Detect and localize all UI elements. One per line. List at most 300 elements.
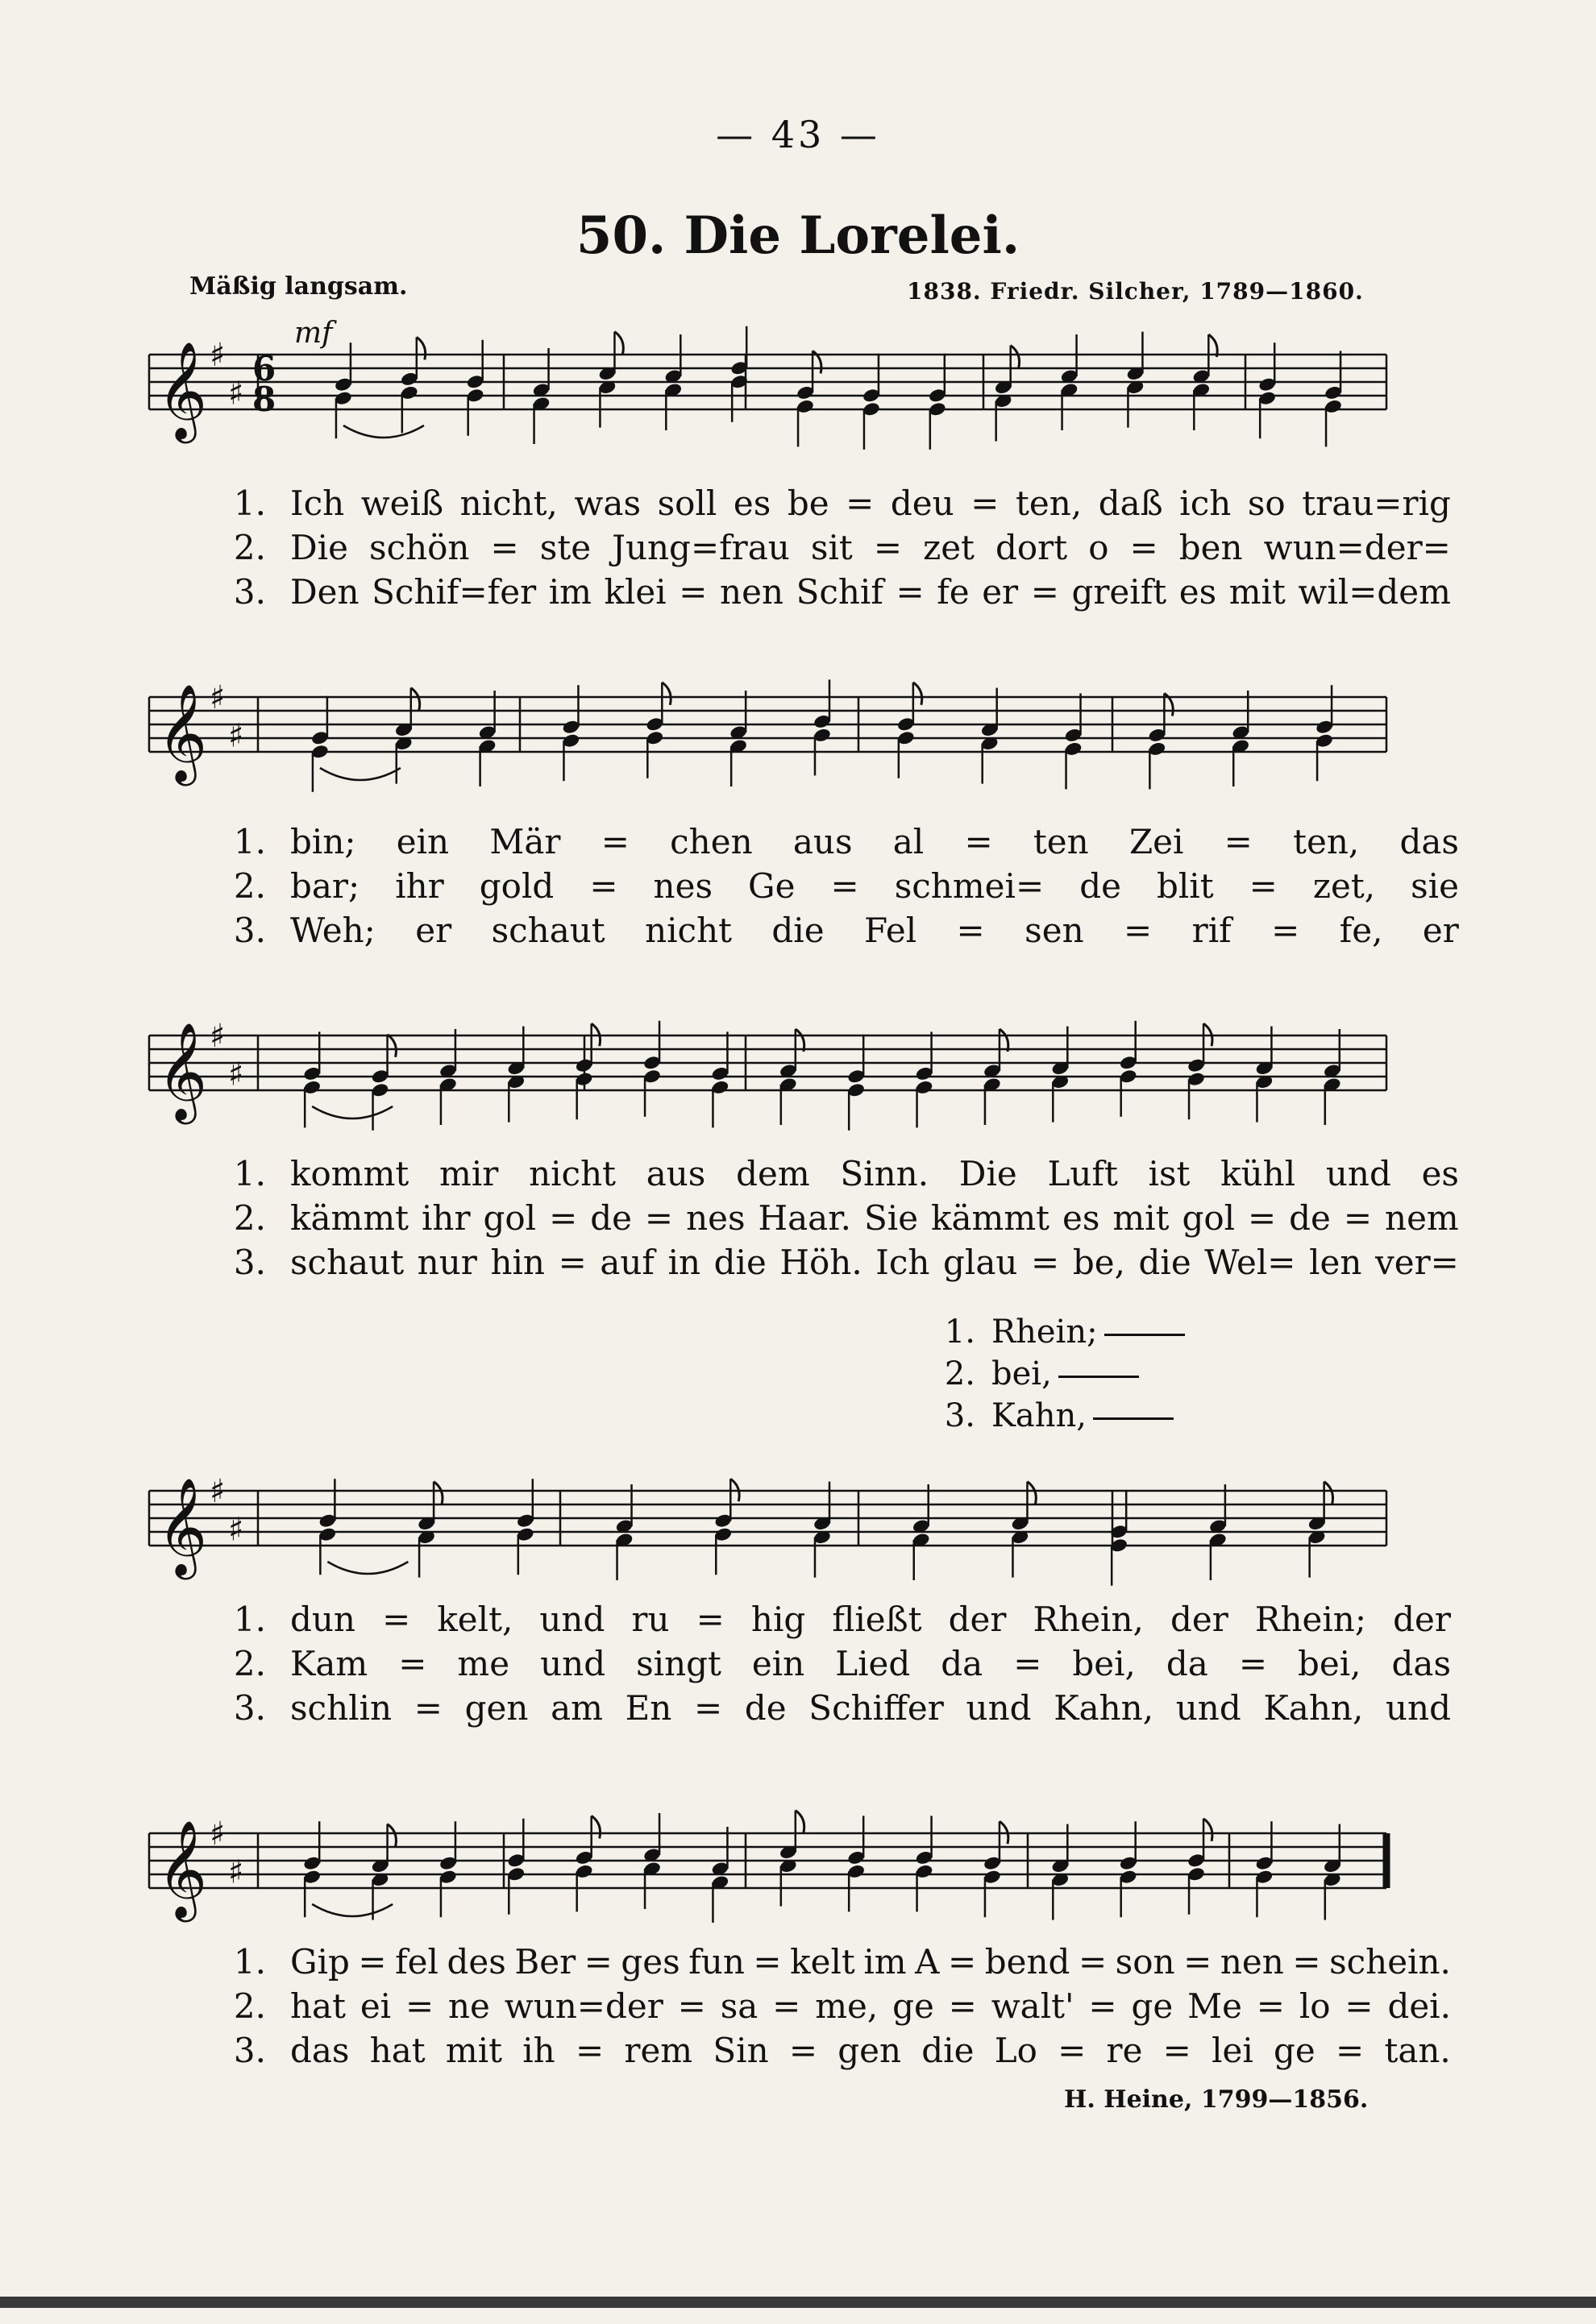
lyric-syllable: singt (636, 1644, 721, 1683)
note-flag (417, 337, 426, 359)
lyric-line-verse-1 (218, 1600, 1451, 1644)
lyric-syllable: kühl (1220, 1154, 1296, 1193)
lyric-syllable: im (548, 572, 592, 612)
lyric-syllable: Ber (514, 1942, 576, 1982)
lyric-syllable: fel (395, 1942, 438, 1982)
lyric-syllable: es (1062, 1198, 1100, 1238)
verse-number: 3. (233, 2031, 266, 2070)
tempo-marking: Mäßig langsam. (189, 272, 408, 301)
lyric-syllable: das (290, 2031, 350, 2070)
lyric-syllable: = (873, 528, 903, 567)
lyric-text (290, 822, 1459, 861)
lyric-syllable: er (415, 911, 452, 950)
sharp-icon: ♯ (210, 1018, 226, 1055)
lyric-syllable: de (1289, 1198, 1331, 1238)
verse-number: 1. (233, 822, 266, 861)
lyric-syllable: Den (290, 572, 360, 612)
lyric-syllable: = (382, 1600, 411, 1639)
lyric-syllable: und (1385, 1688, 1451, 1728)
lyric-syllable: kelt (790, 1942, 855, 1982)
lyric-syllable: auf (600, 1243, 655, 1282)
lyric-syllable: Die (290, 528, 348, 567)
extension-dash (1058, 1376, 1139, 1378)
lyric-syllable: Haar. (758, 1198, 852, 1238)
lyric-syllable: Kahn, (1054, 1688, 1154, 1728)
verse-number: 3. (233, 911, 266, 950)
ending-number: 3. (944, 1397, 975, 1434)
music-staff (133, 987, 1390, 1156)
lyric-syllable: Zei (1128, 822, 1184, 861)
lyric-syllable: lei (1212, 2031, 1253, 2070)
lyric-syllable: schmei= (894, 866, 1045, 906)
lyric-line-verse-1 (218, 483, 1451, 528)
lyric-syllable: aus (792, 822, 853, 861)
lyric-syllable: er (1422, 911, 1459, 950)
lyric-syllable: = (1249, 866, 1278, 906)
lyric-syllable: = (1030, 572, 1059, 612)
lyric-line-verse-1 (218, 1942, 1451, 1986)
lyric-line-verse-2 (218, 1986, 1451, 2031)
lyric-syllable: wil=dem (1298, 572, 1451, 612)
lyric-syllable: = (830, 866, 859, 906)
lyric-syllable: sa (720, 1986, 759, 2026)
note-flag (913, 683, 922, 705)
lyric-syllable: nicht (645, 911, 732, 950)
sharp-icon: ♯ (210, 1816, 226, 1853)
slur (343, 425, 424, 438)
verse-number: 2. (233, 528, 266, 567)
lyric-line-verse-2 (218, 866, 1459, 911)
lyric-text (290, 1198, 1459, 1238)
lyric-syllable: kämmt (290, 1198, 409, 1238)
lyric-syllable: nicht, (459, 483, 558, 523)
ending-number: 1. (944, 1313, 975, 1351)
lyric-syllable: zet, (1312, 866, 1376, 906)
extension-dash (1104, 1334, 1185, 1336)
slur (312, 1106, 393, 1118)
lyric-syllable: wun=der (504, 1986, 663, 2026)
lyric-syllable: Kahn, (1263, 1688, 1364, 1728)
verse-number: 1. (233, 483, 266, 523)
poet-credit: H. Heine, 1799—1856. (1064, 2085, 1369, 2114)
music-staff (133, 1442, 1390, 1612)
lyric-syllable: er (982, 572, 1019, 612)
lyric-syllable: hat (290, 1986, 346, 2026)
lyric-syllable: = (1078, 1942, 1108, 1982)
lyric-syllable: ten, (1293, 822, 1360, 861)
treble-clef-icon: 𝄞 (157, 683, 208, 782)
lyric-syllable: Die (958, 1154, 1017, 1193)
lyric-syllable: Schiffer (808, 1688, 944, 1728)
song-title: 50. Die Lorelei. (576, 205, 1020, 266)
note-flag (1011, 346, 1020, 368)
lyric-syllable: = (948, 1986, 977, 2026)
lyric-line-verse-2 (218, 1644, 1451, 1688)
lyric-syllable: Lied (835, 1644, 911, 1683)
lyric-syllable: Ge (748, 866, 796, 906)
lyric-syllable: schön (369, 528, 470, 567)
lyric-syllable: Fel (864, 911, 917, 950)
note-flag (411, 688, 420, 711)
lyric-text (290, 1600, 1451, 1639)
note-flag (388, 1035, 397, 1057)
lyric-syllable: bei, (1072, 1644, 1136, 1683)
lyric-syllable: = (549, 1198, 578, 1238)
lyric-syllable: nen (1220, 1942, 1284, 1982)
lyrics-system-4 (218, 1600, 1451, 1733)
verse-number: 2. (233, 1644, 266, 1683)
lyric-syllable: bin; (290, 822, 356, 861)
lyric-line-verse-3 (218, 572, 1451, 616)
lyric-syllable: es (1178, 572, 1217, 612)
lyric-syllable: und (539, 1600, 605, 1639)
lyric-syllable: das (1391, 1644, 1451, 1683)
lyric-syllable: = (601, 822, 630, 861)
lyric-syllable: es (1421, 1154, 1459, 1193)
page-number: — 43 — (716, 113, 880, 156)
lyric-syllable: chen (670, 822, 753, 861)
lyric-syllable: = (490, 528, 519, 567)
lyric-syllable: = (753, 1942, 782, 1982)
lyric-syllable: = (679, 572, 708, 612)
lyric-syllable: fe (937, 572, 970, 612)
note-flag (592, 1816, 601, 1838)
lyric-syllable: mit (1112, 1198, 1170, 1238)
lyric-syllable: kämmt (931, 1198, 1050, 1238)
lyric-line-verse-1 (218, 822, 1459, 866)
lyric-syllable: Gip (290, 1942, 350, 1982)
lyric-syllable: = (1256, 1986, 1285, 2026)
lyric-syllable: = (677, 1986, 706, 2026)
lyric-syllable: tan. (1384, 2031, 1451, 2070)
lyric-syllable: = (558, 1243, 587, 1282)
lyric-text (290, 1942, 1451, 1982)
lyric-syllable: = (1336, 2031, 1365, 2070)
lyric-syllable: ten, (1016, 483, 1083, 523)
sharp-icon: ♯ (210, 1473, 226, 1510)
lyric-syllable: die (1138, 1243, 1191, 1282)
lyric-text (290, 483, 1451, 523)
lyric-syllable: Rhein, (1033, 1600, 1144, 1639)
lyric-syllable: gol (1182, 1198, 1236, 1238)
lyric-syllable: ten (1033, 822, 1089, 861)
lyric-syllable: = (1031, 1243, 1060, 1282)
lyric-syllable: = (970, 483, 1000, 523)
verse-number: 3. (233, 572, 266, 612)
lyric-syllable: Luft (1047, 1154, 1118, 1193)
lyric-syllable: zet (923, 528, 975, 567)
lyrics-system-5 (218, 1942, 1451, 2075)
lyric-syllable: me (457, 1644, 510, 1683)
lyric-text (290, 572, 1451, 612)
lyric-syllable: ge (1274, 2031, 1315, 2070)
lyric-syllable: glau (943, 1243, 1018, 1282)
lyric-syllable: hat (369, 2031, 426, 2070)
lyric-syllable: was (574, 483, 641, 523)
staff-system-4 (133, 1442, 1390, 1612)
lyric-text (290, 528, 1451, 567)
lyric-syllable: mit (445, 2031, 503, 2070)
lyric-syllable: be (787, 483, 829, 523)
verse-number: 2. (233, 866, 266, 906)
dynamic-marking: mf (294, 317, 333, 350)
lyric-syllable: aus (646, 1154, 706, 1193)
lyric-syllable: gen (464, 1688, 529, 1728)
lyric-line-verse-1 (218, 1154, 1459, 1198)
lyric-syllable: = (405, 1986, 434, 2026)
lyric-syllable: dei. (1387, 1986, 1451, 2026)
lyric-line-verse-2 (218, 528, 1451, 572)
ending-word: Kahn, (991, 1397, 1087, 1434)
lyric-syllable: blit (1156, 866, 1214, 906)
lyric-line-verse-3 (218, 1688, 1451, 1733)
verse-number: 2. (233, 1986, 266, 2026)
lyric-syllable: so (1247, 483, 1286, 523)
verse-number: 1. (233, 1154, 266, 1193)
lyric-syllable: = (1224, 822, 1253, 861)
lyric-syllable: rif (1191, 911, 1232, 950)
lyric-syllable: len (1309, 1243, 1362, 1282)
lyric-syllable: sit (810, 528, 853, 567)
lyric-syllable: fließt (832, 1600, 922, 1639)
lyric-syllable: dort (995, 528, 1068, 567)
lyric-syllable: = (644, 1198, 674, 1238)
lyric-syllable: son (1115, 1942, 1175, 1982)
treble-clef-icon: 𝄞 (157, 341, 208, 439)
lyric-syllable: gol (483, 1198, 537, 1238)
lyric-syllable: = (964, 822, 993, 861)
lyric-syllable: und (966, 1688, 1032, 1728)
lyric-syllable: = (846, 483, 875, 523)
lyric-syllable: hig (750, 1600, 806, 1639)
lyric-syllable: = (575, 2031, 605, 2070)
lyric-syllable: = (1292, 1942, 1321, 1982)
note-flag (662, 683, 671, 705)
lyric-text (290, 1644, 1451, 1683)
time-signature-top: 6 (252, 349, 276, 388)
lyric-syllable: Ich (875, 1243, 930, 1282)
lyric-syllable: bei, (1298, 1644, 1361, 1683)
lyric-syllable: nem (1385, 1198, 1459, 1238)
slur (312, 1904, 393, 1916)
lyric-syllable: hin (490, 1243, 545, 1282)
lyric-syllable: soll (657, 483, 717, 523)
staff-system-5 (133, 1785, 1390, 1954)
lyric-syllable: = (1248, 1198, 1277, 1238)
lyric-syllable: bar; (290, 866, 360, 906)
lyric-syllable: Jung=frau (612, 528, 790, 567)
lyric-syllable: Schif=fer (372, 572, 537, 612)
lyric-syllable: Lo (994, 2031, 1037, 2070)
lyric-line-verse-3 (218, 911, 1459, 955)
lyric-syllable: = (414, 1688, 443, 1728)
lyric-syllable: = (1345, 1986, 1374, 2026)
extension-dash (1093, 1417, 1174, 1420)
staff-system-3 (133, 987, 1390, 1156)
lyric-syllable: und (1325, 1154, 1391, 1193)
lyric-syllable: = (589, 866, 618, 906)
lyric-syllable: o (1088, 528, 1109, 567)
ending-line-1 (927, 1313, 1249, 1355)
lyric-syllable: klei (604, 572, 667, 612)
lyric-syllable: = (1124, 911, 1153, 950)
lyric-syllable: = (772, 1986, 801, 2026)
lyric-syllable: Ich (290, 483, 345, 523)
lyric-syllable: Me (1187, 1986, 1242, 2026)
lyric-syllable: mit (1228, 572, 1286, 612)
lyric-syllable: ge (1131, 1986, 1174, 2026)
lyric-syllable: der (1393, 1600, 1451, 1639)
lyric-syllable: fe, (1339, 911, 1383, 950)
lyric-text (290, 1154, 1459, 1193)
ending-line-3 (927, 1397, 1249, 1439)
ending-line-2 (927, 1355, 1249, 1397)
note-flag (388, 1824, 397, 1847)
lyric-syllable: dem (736, 1154, 810, 1193)
sharp-icon: ♯ (228, 1853, 244, 1891)
lyric-syllable: lo (1299, 1986, 1331, 2026)
lyric-syllable: ich (1179, 483, 1232, 523)
lyric-syllable: me, (815, 1986, 879, 2026)
lyric-syllable: = (1183, 1942, 1212, 1982)
staff-system-2 (133, 649, 1390, 818)
lyric-line-verse-2 (218, 1198, 1459, 1243)
lyric-syllable: am (551, 1688, 603, 1728)
lyric-syllable: im (863, 1942, 907, 1982)
lyric-syllable: ist (1148, 1154, 1191, 1193)
staff-system-1 (133, 306, 1390, 475)
lyric-syllable: Weh; (290, 911, 376, 950)
lyric-syllable: in (667, 1243, 701, 1282)
lyric-syllable: = (1013, 1644, 1042, 1683)
lyric-syllable: de (590, 1198, 632, 1238)
lyric-syllable: sie (1411, 866, 1459, 906)
lyric-syllable: Rhein; (1254, 1600, 1367, 1639)
lyric-syllable: der (948, 1600, 1007, 1639)
lyric-syllable: de (744, 1688, 787, 1728)
lyric-syllable: die (713, 1243, 767, 1282)
lyric-syllable: walt' (991, 1986, 1074, 2026)
lyric-syllable: = (694, 1688, 723, 1728)
verse-number: 3. (233, 1688, 266, 1728)
verse-number: 3. (233, 1243, 266, 1282)
lyric-syllable: En (625, 1688, 672, 1728)
lyrics-system-2 (218, 822, 1459, 955)
lyric-syllable: deu (890, 483, 954, 523)
lyric-text (290, 1243, 1459, 1282)
lyric-syllable: Kam (290, 1644, 368, 1683)
ending-number: 2. (944, 1355, 975, 1392)
lyric-syllable: nicht (529, 1154, 616, 1193)
lyric-syllable: gold (479, 866, 555, 906)
lyric-syllable: ben (1178, 528, 1243, 567)
lyric-syllable: ru (631, 1600, 670, 1639)
sharp-icon: ♯ (228, 1511, 244, 1549)
lyric-syllable: Sie (863, 1198, 919, 1238)
lyric-text (290, 1688, 1451, 1728)
lyric-line-verse-3 (218, 1243, 1459, 1287)
lyric-syllable: daß (1098, 483, 1163, 523)
ending-word: bei, (991, 1355, 1052, 1392)
note-flag (1324, 1482, 1333, 1504)
lyric-syllable: greift (1071, 572, 1167, 612)
lyric-syllable: da (1166, 1644, 1208, 1683)
lyric-syllable: Höh. (779, 1243, 862, 1282)
treble-clef-icon: 𝄞 (157, 1820, 208, 1918)
verse-number: 1. (233, 1600, 266, 1639)
lyric-syllable: ne (448, 1986, 490, 2026)
lyric-syllable: schaut (290, 1243, 405, 1282)
lyric-syllable: Mär (489, 822, 561, 861)
lyric-line-verse-3 (218, 2031, 1451, 2075)
lyric-syllable: der (1170, 1600, 1228, 1639)
lyric-syllable: be, (1072, 1243, 1125, 1282)
lyric-syllable: Sinn. (840, 1154, 929, 1193)
lyric-syllable: ste (539, 528, 592, 567)
lyric-syllable: nen (720, 572, 784, 612)
lyrics-system-3 (218, 1154, 1459, 1287)
time-signature-bottom: 8 (252, 380, 276, 419)
composer-credit: 1838. Friedr. Silcher, 1789—1860. (907, 278, 1364, 305)
lyric-syllable: A (915, 1942, 940, 1982)
slur (327, 1562, 408, 1574)
lyric-syllable: = (1271, 911, 1300, 950)
lyric-syllable: kommt (290, 1154, 409, 1193)
lyric-syllable: = (956, 911, 985, 950)
lyric-syllable: Sin (713, 2031, 769, 2070)
lyric-syllable: fun (688, 1942, 745, 1982)
sharp-icon: ♯ (210, 679, 226, 716)
sharp-icon: ♯ (228, 1056, 244, 1094)
lyric-syllable: die (921, 2031, 975, 2070)
lyric-syllable: ein (396, 822, 450, 861)
lyric-syllable: bend (984, 1942, 1070, 1982)
lyric-syllable: nes (686, 1198, 746, 1238)
lyric-syllable: und (540, 1644, 606, 1683)
verse-number: 1. (233, 1942, 266, 1982)
ending-word: Rhein; (991, 1313, 1098, 1351)
lyric-syllable: = (1058, 2031, 1087, 2070)
treble-clef-icon: 𝄞 (157, 1022, 208, 1120)
lyric-syllable: nur (417, 1243, 477, 1282)
lyric-text (290, 911, 1459, 950)
note-flag (1203, 1819, 1212, 1841)
lyric-syllable: die (771, 911, 825, 950)
lyric-syllable: ein (751, 1644, 805, 1683)
slur (320, 768, 401, 780)
note-flag (1027, 1482, 1036, 1504)
lyric-syllable: ih (522, 2031, 555, 2070)
lyric-syllable: und (1175, 1688, 1241, 1728)
note-flag (614, 332, 623, 355)
lyric-syllable: de (1079, 866, 1121, 906)
lyric-syllable: rem (624, 2031, 693, 2070)
sharp-icon: ♯ (228, 717, 244, 755)
music-staff (133, 649, 1390, 818)
lyric-syllable: = (896, 572, 925, 612)
lyric-syllable: ge (892, 1986, 934, 2026)
lyric-syllable: = (1129, 528, 1158, 567)
lyric-text (290, 2031, 1451, 2070)
verse-number: 2. (233, 1198, 266, 1238)
music-staff (133, 1785, 1390, 1954)
lyric-syllable: ei (360, 1986, 392, 2026)
lyric-syllable: = (358, 1942, 387, 1982)
lyric-syllable: Schif (796, 572, 883, 612)
lyric-syllable: schein. (1329, 1942, 1451, 1982)
lyric-syllable: = (398, 1644, 427, 1683)
treble-clef-icon: 𝄞 (157, 1477, 208, 1575)
